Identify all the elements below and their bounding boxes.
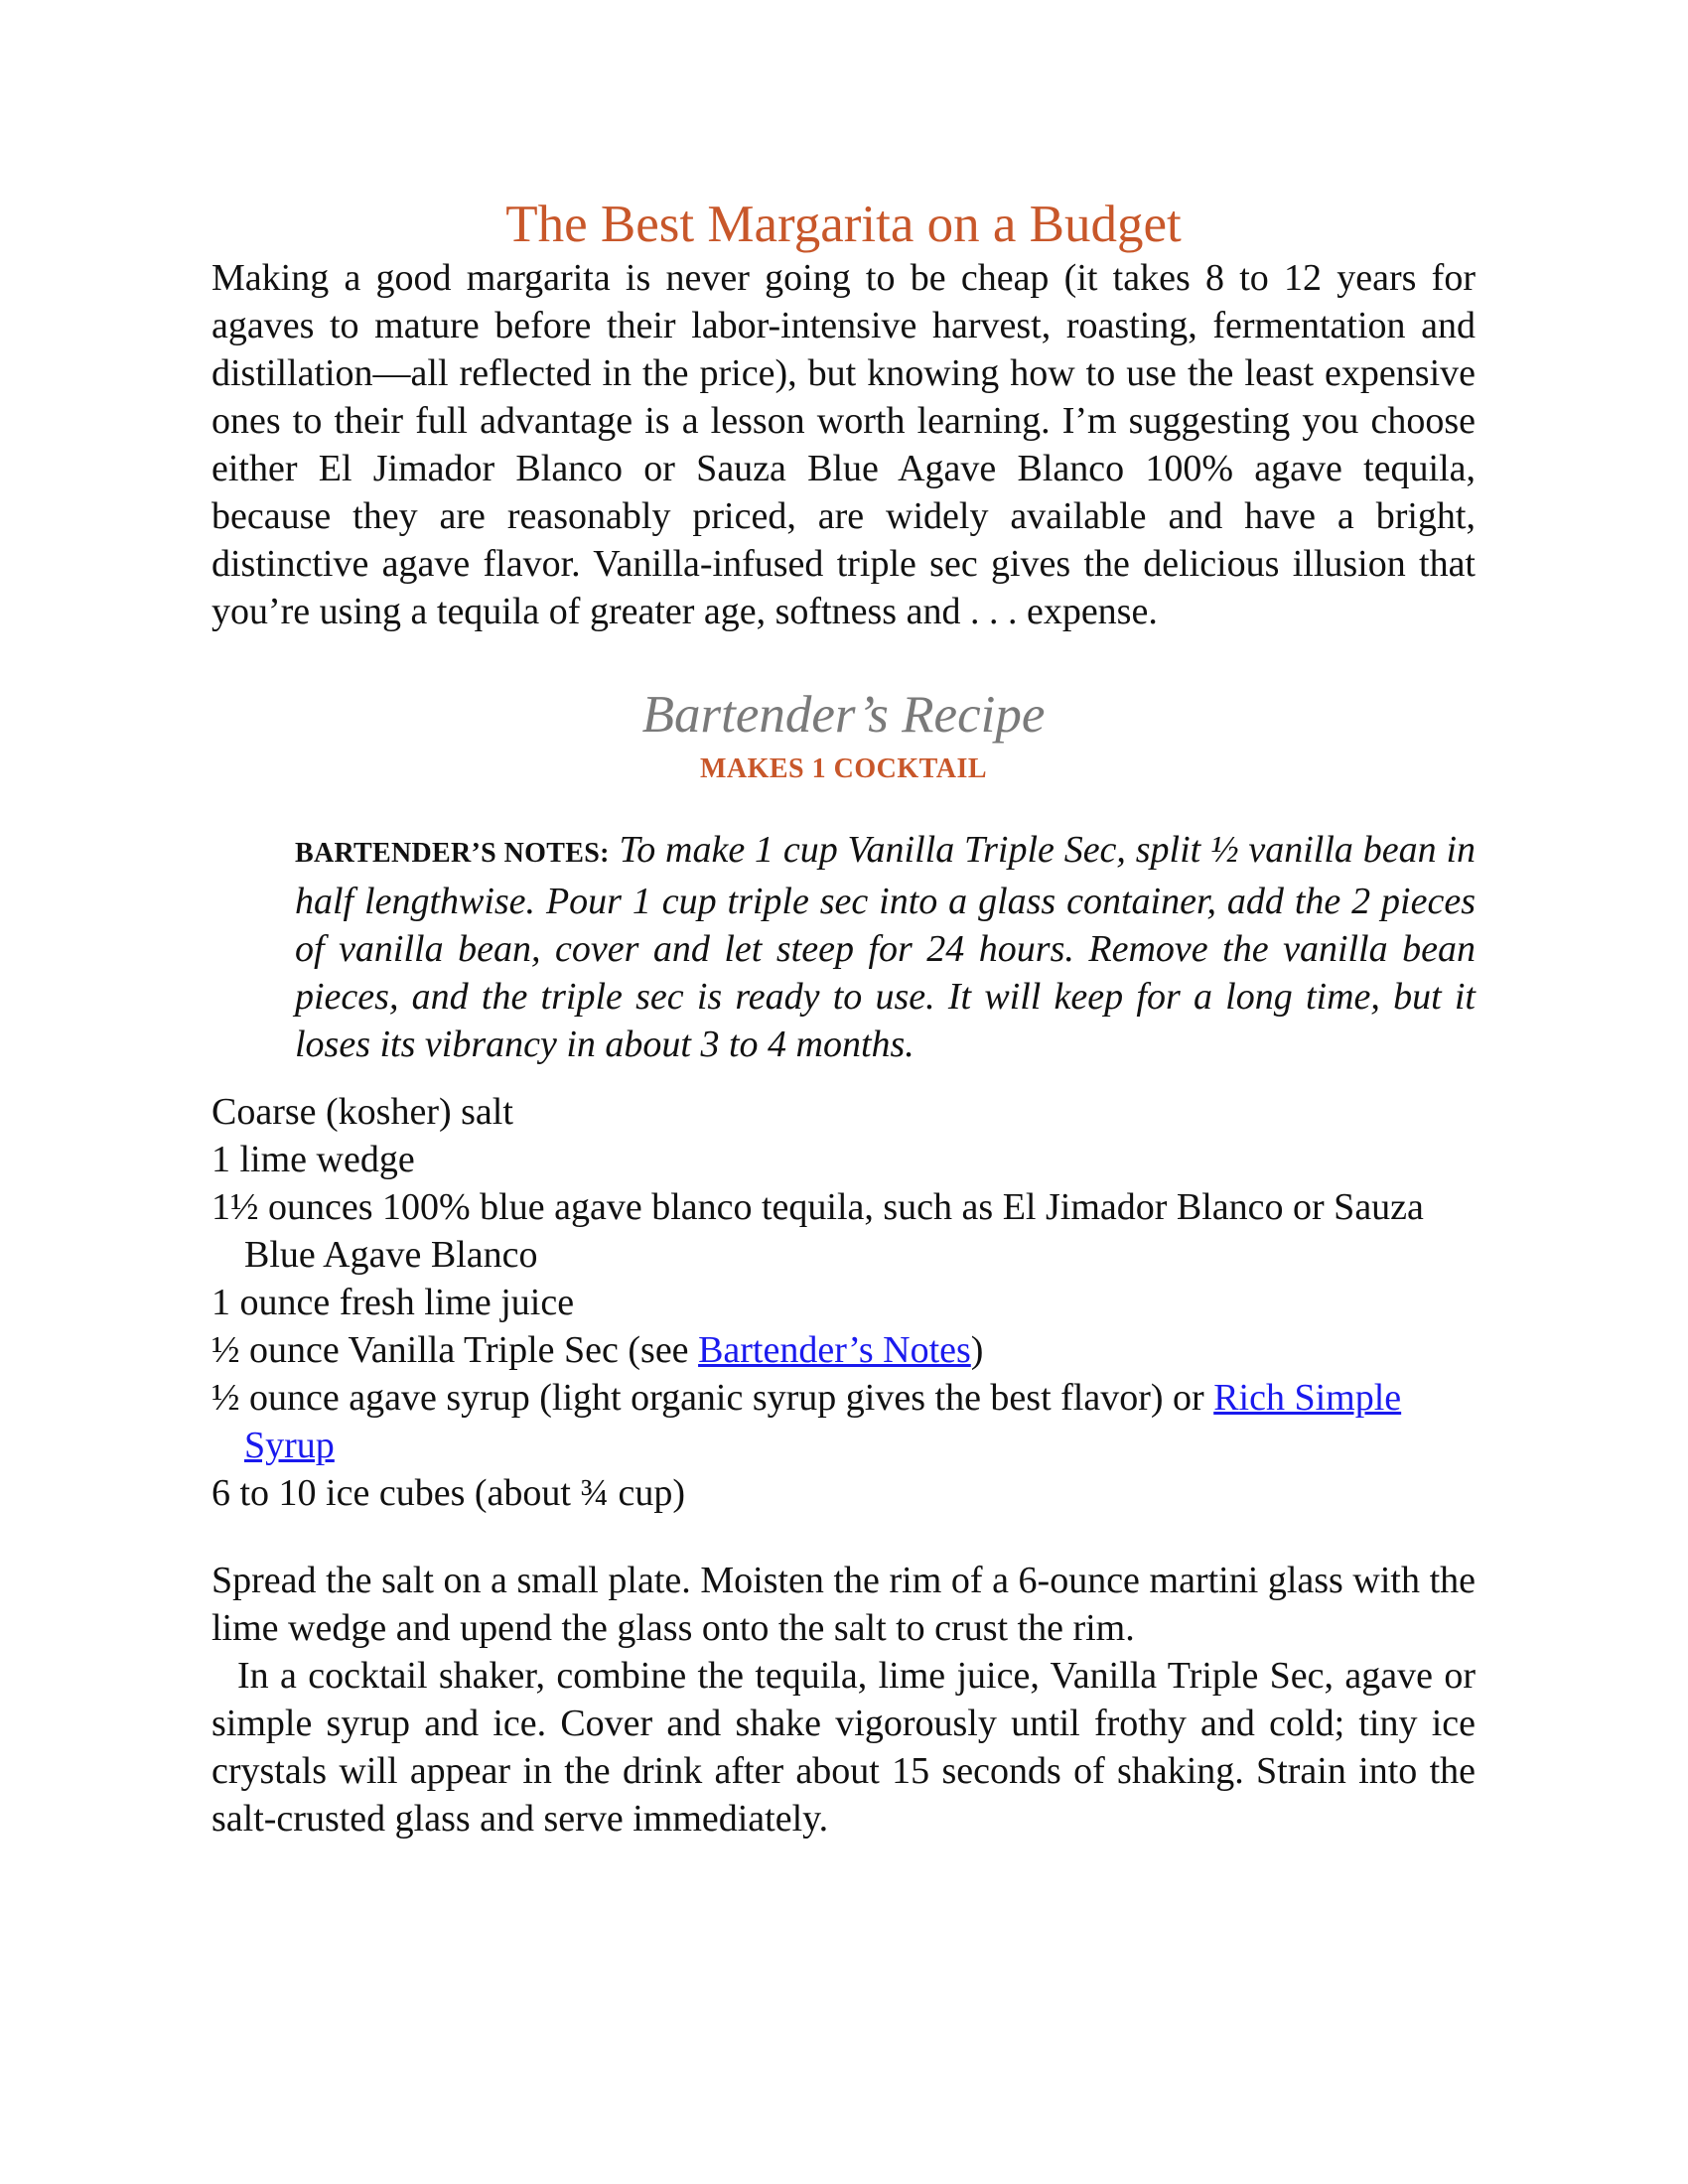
ingredient-syrup (211, 1374, 1476, 1469)
document-page (211, 195, 1476, 1843)
page-title: The Best Margarita on a Budget (505, 196, 1182, 253)
syrup-text: ½ ounce agave syrup (light organic syrup gives the best flavor) or (211, 1377, 1214, 1419)
ingredient-lime-juice: 1 ounce fresh lime juice (211, 1282, 575, 1323)
triple-sec-suffix: ) (970, 1329, 984, 1371)
notes-text: To make 1 cup Vanilla Triple Sec, split ½ vanilla bean in half lengthwise. Pour 1 cup triple sec into a glass container, add the 2 pieces of vanilla bean, cover and let steep for 24 hours. Remove the vanilla bean pieces, and the triple sec is ready to use. It will keep for a long time, but it loses its vibrancy in about 3 to 4 months. (295, 829, 1477, 1065)
method-step-1: Spread the salt on a small plate. Moisten the rim of a 6-ounce martini glass with the lime wedge and upend the glass onto the salt to crust the rim. (211, 1560, 1476, 1649)
ingredients-list (211, 1088, 1476, 1517)
triple-sec-text: ½ ounce Vanilla Triple Sec (see (211, 1329, 699, 1371)
bartenders-notes-link[interactable]: Bartender’s Notes (698, 1329, 971, 1371)
recipe-yield: MAKES 1 COCKTAIL (699, 753, 988, 784)
notes-label: BARTENDER’S NOTES: (295, 838, 610, 869)
method-section (211, 1557, 1476, 1843)
ingredient-tequila: 1½ ounces 100% blue agave blanco tequila, such as El Jimador Blanco or Sauza Blue Agave Blanco (211, 1186, 1424, 1276)
rich-simple-syrup-link[interactable]: Rich Simple Syrup (244, 1377, 1402, 1466)
method-step-2: In a cocktail shaker, combine the tequila, lime juice, Vanilla Triple Sec, agave or simple syrup and ice. Cover and shake vigorously until frothy and cold; tiny ice crystals will appear in the drink after about 15 seconds of shaking. Strain into the salt-crusted glass and serve immediately. (211, 1655, 1476, 1840)
ingredient-salt: Coarse (kosher) salt (211, 1091, 513, 1133)
bartenders-notes (295, 826, 1476, 1068)
ingredient-ice: 6 to 10 ice cubes (about ¾ cup) (211, 1472, 685, 1514)
ingredient-lime-wedge: 1 lime wedge (211, 1139, 415, 1180)
ingredient-triple-sec (211, 1326, 1476, 1374)
intro-paragraph: Making a good margarita is never going to be cheap (it takes 8 to 12 years for agaves to mature before their labor-intensive harvest, roasting, fermentation and distillation—all reflected in the price), but knowing how to use the least expensive ones to their full advantage is a lesson worth learning. I’m suggesting you choose either El Jimador Blanco or Sauza Blue Agave Blanco 100% agave tequila, because they are reasonably priced, are widely available and have a bright, distinctive agave flavor. Vanilla-infused triple sec gives the delicious illusion that you’re using a tequila of greater age, softness and . . . expense. (211, 257, 1476, 632)
recipe-heading: Bartender’s Recipe (641, 686, 1046, 744)
